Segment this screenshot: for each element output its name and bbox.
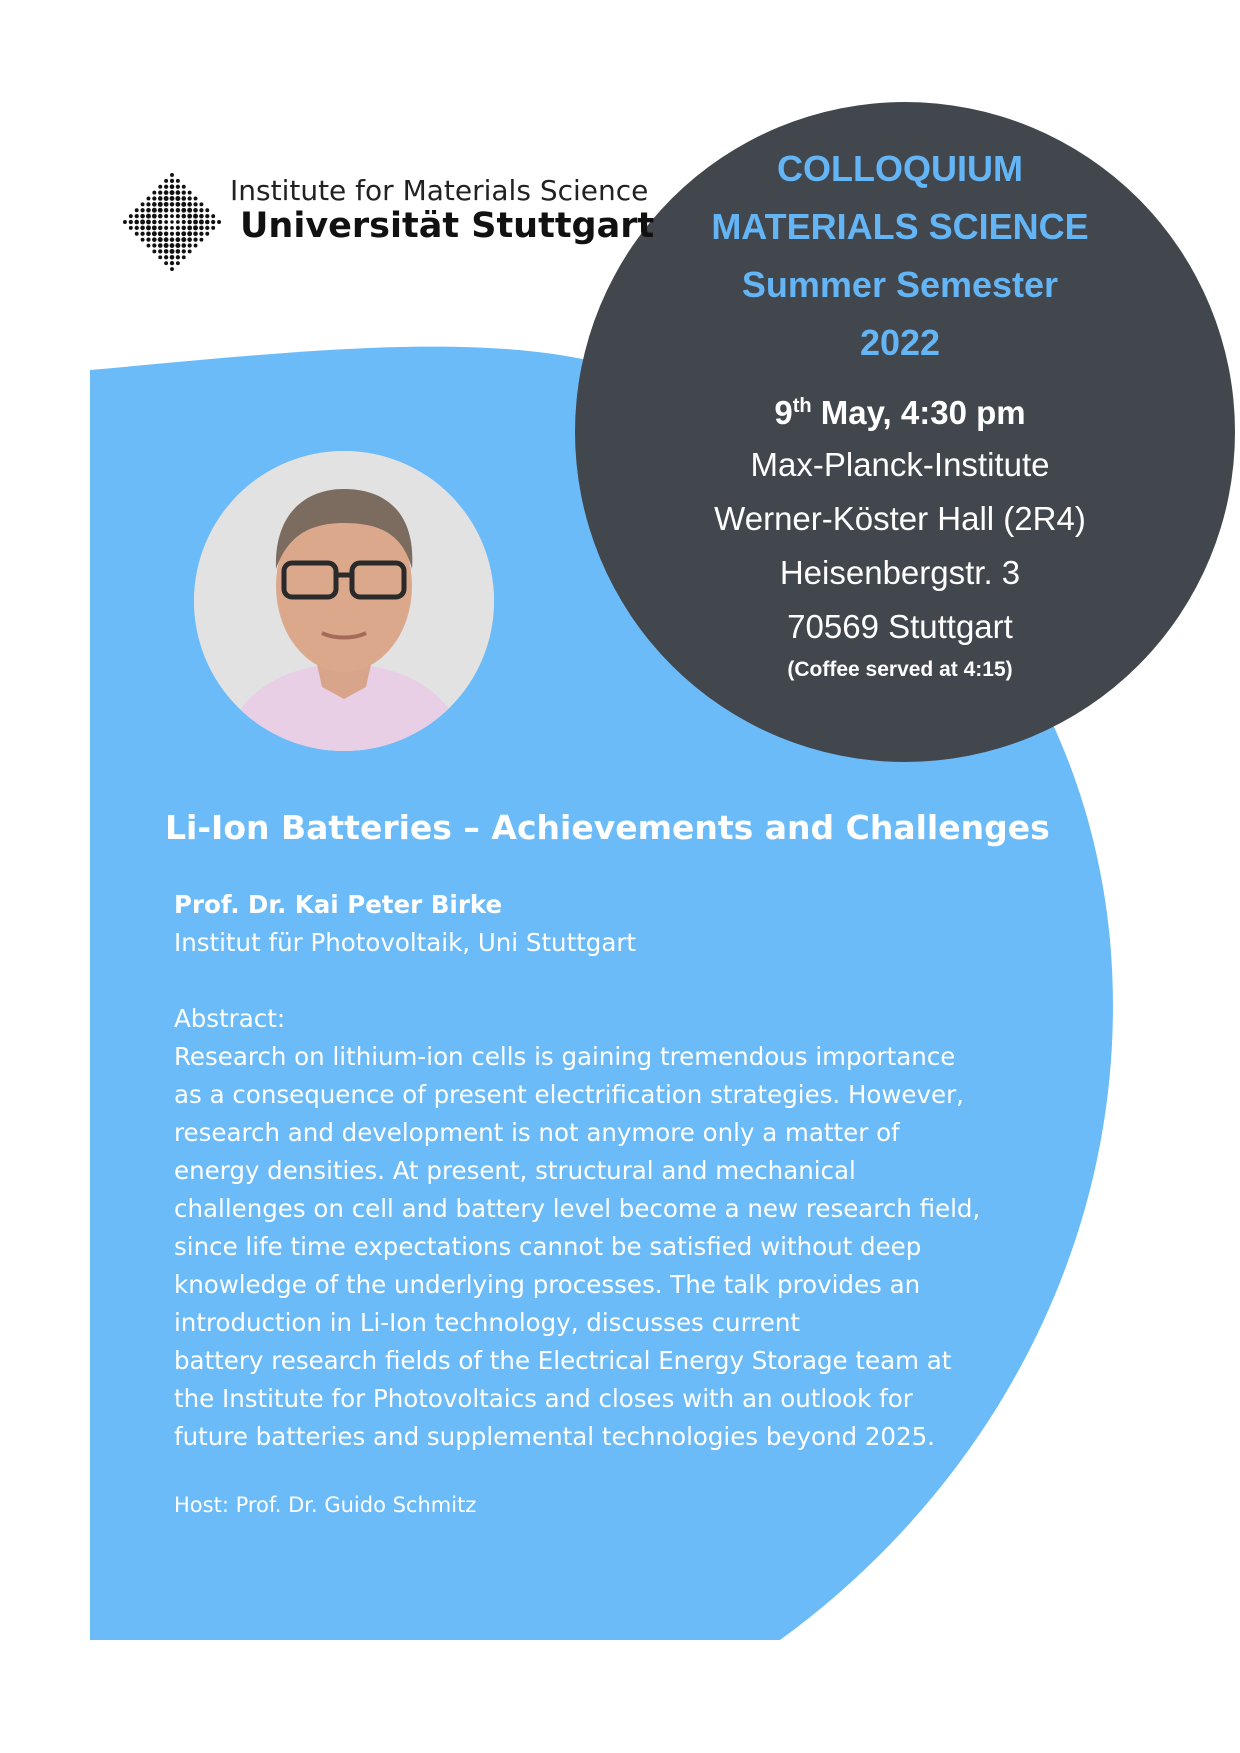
- logo-dot: [187, 231, 192, 236]
- logo-dot: [170, 214, 174, 218]
- logo-dot: [175, 202, 180, 207]
- logo-dot: [146, 231, 151, 236]
- year: 2022: [859, 322, 941, 363]
- abstract-line: since life time expectations cannot be satisfied without deep: [174, 1232, 922, 1261]
- logo-dot: [129, 220, 133, 224]
- logo-dot: [164, 196, 169, 201]
- logo-dot: [170, 196, 175, 201]
- logo-dot: [164, 179, 168, 183]
- logo-dot: [170, 243, 175, 248]
- logo-dot: [147, 244, 151, 248]
- logo-dot: [152, 231, 157, 236]
- logo-dot: [182, 214, 186, 218]
- logo-dot: [193, 231, 198, 236]
- logo-dot: [140, 226, 145, 231]
- venue-line: Heisenbergstr. 3: [779, 554, 1021, 591]
- logo-dot: [181, 237, 186, 242]
- logo-dot: [164, 202, 169, 207]
- logo-dot: [181, 202, 186, 207]
- logo-dot: [164, 208, 168, 212]
- logo-dot: [140, 220, 145, 225]
- logo-dot: [164, 220, 168, 224]
- abstract-line: research and development is not anymore only a matter of: [174, 1118, 900, 1147]
- logo-dot: [176, 249, 181, 254]
- logo-dot: [158, 243, 163, 248]
- logo-dot: [158, 231, 163, 236]
- speaker-portrait-illustration: [194, 451, 494, 751]
- logo-dot: [152, 202, 157, 207]
- abstract-line: introduction in Li-Ion technology, discusses current: [174, 1308, 800, 1337]
- logo-dot: [158, 249, 162, 253]
- university-logo-mark: [122, 172, 222, 272]
- logo-dot: [182, 249, 186, 253]
- logo-dot: [170, 261, 174, 265]
- logo-dot: [182, 255, 186, 259]
- venue-line: Max-Planck-Institute: [750, 446, 1050, 483]
- abstract-line: future batteries and supplemental technologies beyond 2025.: [174, 1422, 935, 1451]
- abstract-label: Abstract:: [174, 1004, 286, 1033]
- logo-dot: [188, 191, 192, 195]
- logo-dot: [187, 202, 192, 207]
- date-rest: May, 4:30 pm: [811, 394, 1026, 431]
- logo-dot: [146, 220, 151, 225]
- logo-dot: [193, 214, 198, 219]
- logo-dot: [170, 184, 175, 189]
- venue-line: Werner-Köster Hall (2R4): [714, 500, 1086, 537]
- logo-dot: [187, 214, 192, 219]
- logo-dot: [135, 214, 139, 218]
- logo-dot: [181, 231, 186, 236]
- logo-dot: [170, 267, 174, 271]
- logo-dot: [170, 202, 174, 206]
- logo-dot: [152, 208, 157, 213]
- logo-dot: [140, 232, 144, 236]
- logo-dot: [188, 196, 192, 200]
- logo-dot: [199, 220, 204, 225]
- logo-dot: [182, 226, 186, 230]
- logo-dot: [170, 173, 174, 177]
- logo-dot: [211, 220, 215, 224]
- logo-dot: [187, 225, 192, 230]
- logo-dot: [199, 238, 203, 242]
- logo-dot: [134, 220, 139, 225]
- logo-dot: [164, 243, 169, 248]
- logo-dot: [175, 237, 180, 242]
- logo-dot: [193, 202, 197, 206]
- abstract-line: as a consequence of present electrification strategies. However,: [174, 1080, 964, 1109]
- logo-dot: [176, 232, 180, 236]
- logo-dot: [140, 208, 144, 212]
- logo-dot: [152, 220, 156, 224]
- logo-dot: [176, 255, 180, 259]
- date-day: 9: [774, 394, 793, 431]
- logo-dot: [199, 232, 203, 236]
- logo-dot: [181, 196, 186, 201]
- logo-dot: [141, 238, 145, 242]
- host-line: Host: Prof. Dr. Guido Schmitz: [174, 1493, 477, 1517]
- logo-dot: [187, 208, 192, 213]
- logo-dot: [158, 214, 162, 218]
- logo-dot: [152, 196, 156, 200]
- logo-dot: [205, 208, 209, 212]
- logo-dot: [158, 185, 162, 189]
- logo-dot: [217, 220, 221, 224]
- logo-dot: [176, 185, 180, 189]
- coffee-note: (Coffee served at 4:15): [787, 658, 1013, 681]
- series-title-line1: COLLOQUIUM: [777, 148, 1023, 189]
- logo-dot: [205, 232, 209, 236]
- series-title-line2: MATERIALS SCIENCE: [711, 206, 1089, 247]
- logo-dot: [182, 220, 186, 224]
- logo-dot: [182, 185, 186, 189]
- logo-dot: [164, 261, 168, 265]
- logo-dot: [176, 179, 180, 183]
- logo-dot: [182, 190, 186, 194]
- logo-dot: [135, 226, 139, 230]
- logo-dot: [170, 232, 174, 236]
- logo-dot: [129, 226, 133, 230]
- logo-dot: [135, 208, 139, 212]
- logo-dot: [205, 226, 209, 230]
- logo-dot: [158, 255, 162, 259]
- logo-dot: [181, 243, 186, 248]
- logo-dot: [175, 196, 180, 201]
- logo-dot: [152, 243, 156, 247]
- institute-name: Institute for Materials Science: [230, 174, 649, 207]
- event-info: [650, 140, 1150, 682]
- logo-dot: [199, 202, 203, 206]
- logo-dot: [158, 202, 163, 207]
- logo-dot: [188, 249, 192, 253]
- logo-dot: [211, 214, 215, 218]
- logo-dot: [164, 255, 168, 259]
- university-name: Universität Stuttgart: [240, 206, 655, 246]
- logo-dot: [158, 220, 162, 224]
- university-logo: [122, 172, 655, 282]
- logo-dot: [158, 226, 162, 230]
- logo-dot: [181, 208, 186, 213]
- logo-dot: [164, 232, 168, 236]
- logo-dot: [205, 220, 210, 225]
- logo-dot: [188, 243, 192, 247]
- logo-dot: [141, 202, 145, 206]
- logo-dot: [194, 244, 198, 248]
- logo-dot: [170, 237, 174, 241]
- logo-dot: [176, 208, 180, 212]
- logo-dot: [164, 237, 169, 242]
- logo-dot: [170, 249, 175, 254]
- logo-dot: [211, 226, 215, 230]
- logo-dot: [152, 249, 156, 253]
- speaker-name: Prof. Dr. Kai Peter Birke: [174, 890, 503, 919]
- abstract-line: the Institute for Photovoltaics and closes with an outlook for: [174, 1384, 913, 1413]
- logo-dot: [170, 220, 173, 223]
- logo-dot: [176, 214, 180, 218]
- logo-dot: [187, 237, 192, 242]
- logo-dot: [152, 237, 157, 242]
- logo-dot: [158, 237, 163, 242]
- logo-dot: [193, 220, 198, 225]
- logo-dot: [152, 214, 157, 219]
- logo-dot: [176, 261, 180, 265]
- logo-dot: [146, 214, 151, 219]
- logo-dot: [193, 208, 198, 213]
- logo-dot: [158, 196, 163, 201]
- logo-dot: [193, 225, 198, 230]
- logo-dot: [199, 214, 204, 219]
- logo-dot: [176, 226, 180, 230]
- logo-dot: [176, 190, 181, 195]
- logo-dot: [158, 190, 162, 194]
- logo-dot: [205, 214, 209, 218]
- logo-dot: [146, 238, 150, 242]
- logo-dot: [164, 185, 168, 189]
- logo-dot: [193, 238, 197, 242]
- logo-dot: [199, 208, 203, 212]
- logo-dot: [164, 226, 168, 230]
- abstract-line: knowledge of the underlying processes. The talk provides an: [174, 1270, 921, 1299]
- logo-dot: [152, 225, 157, 230]
- logo-dot: [170, 179, 174, 183]
- abstract-line: energy densities. At present, structural and mechanical: [174, 1156, 856, 1185]
- spacer: [174, 962, 1054, 1000]
- logo-dot: [152, 191, 156, 195]
- venue-line: 70569 Stuttgart: [787, 608, 1013, 645]
- logo-dot: [123, 220, 127, 224]
- logo-dot: [199, 226, 204, 231]
- logo-dot: [170, 226, 174, 230]
- talk-title: Li-Ion Batteries – Achievements and Challenges: [165, 808, 1050, 847]
- speaker-portrait: [194, 451, 494, 751]
- logo-dot: [170, 208, 174, 212]
- logo-dot: [175, 243, 180, 248]
- logo-dot: [194, 197, 198, 201]
- logo-dot: [187, 220, 191, 224]
- logo-dot: [164, 249, 169, 254]
- logo-dot: [158, 208, 163, 213]
- speaker-affiliation: Institut für Photovoltaik, Uni Stuttgart: [174, 928, 637, 957]
- logo-dot: [146, 202, 150, 206]
- logo-dot: [176, 220, 180, 224]
- talk-details: [174, 886, 1054, 1524]
- abstract-line: Research on lithium-ion cells is gaining tremendous importance: [174, 1042, 956, 1071]
- logo-dot: [146, 208, 151, 213]
- logo-dot: [164, 214, 168, 218]
- logo-dot: [146, 225, 151, 230]
- logo-dot: [164, 190, 169, 195]
- logo-dot: [129, 214, 133, 218]
- event-date: [650, 388, 1150, 438]
- logo-dot: [147, 197, 151, 201]
- abstract-line: battery research fields of the Electrical Energy Storage team at: [174, 1346, 952, 1375]
- date-suffix: th: [792, 395, 812, 417]
- semester: Summer Semester: [741, 264, 1059, 305]
- logo-dot: [170, 190, 175, 195]
- abstract-line: challenges on cell and battery level become a new research field,: [174, 1194, 981, 1223]
- logo-dot: [140, 214, 145, 219]
- logo-dot: [170, 255, 175, 260]
- logo-dot: [135, 232, 139, 236]
